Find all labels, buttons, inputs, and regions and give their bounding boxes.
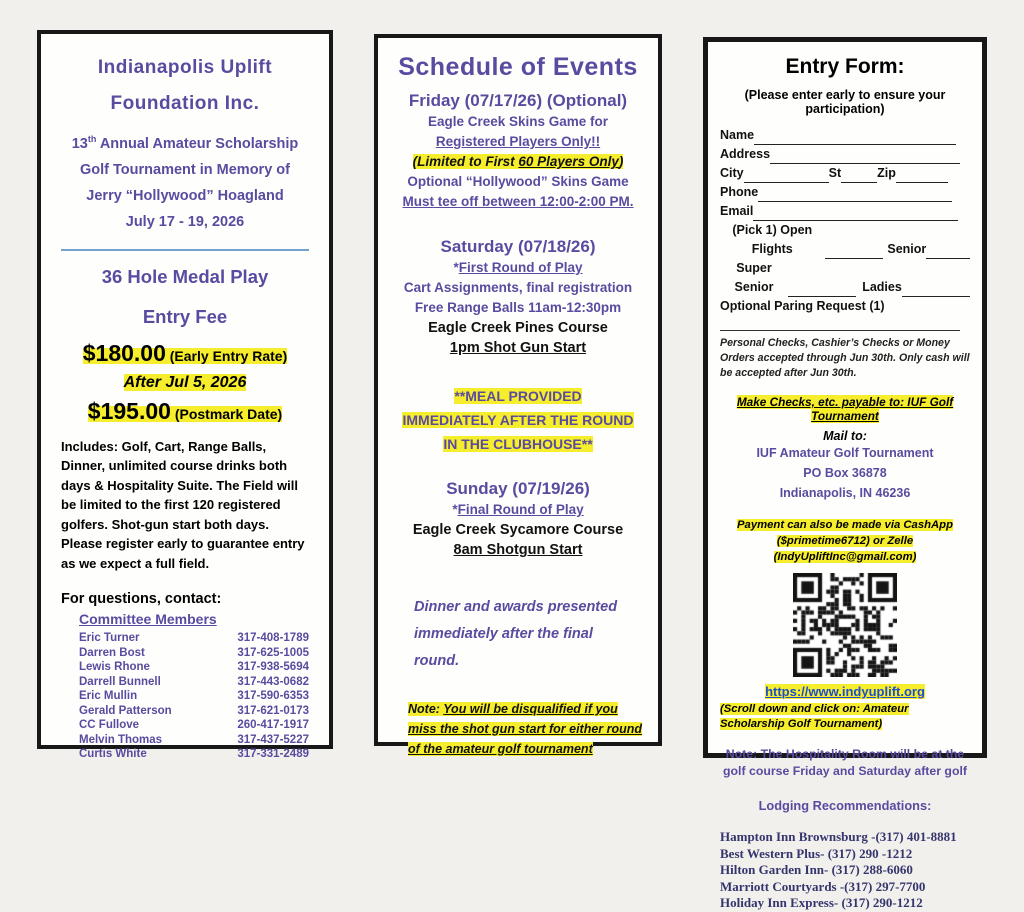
committee-list bbox=[55, 631, 315, 762]
includes-paragraph: Includes: Golf, Cart, Range Balls, Dinner, unlimited course drinks both days & Hospitality Suite. The Field will be limited to the first 120 registered golfers. Shot-gun start both days. Please register early to guarantee entry as we expect a full field. bbox=[61, 438, 305, 571]
early-price: $180.00 bbox=[82, 339, 166, 366]
website-link-line bbox=[720, 684, 970, 699]
make-checks-line bbox=[720, 395, 970, 423]
member-name: Melvin Thomas bbox=[79, 733, 163, 746]
saturday-course: Eagle Creek Pines Course bbox=[428, 320, 608, 336]
committee-member-row bbox=[79, 718, 309, 733]
super-senior-label: Super Senior bbox=[734, 261, 774, 294]
member-phone: 317-625-1005 bbox=[237, 646, 309, 659]
email-blank-line bbox=[753, 208, 958, 221]
city-blank-line bbox=[744, 170, 829, 183]
mail-address-line1: IUF Amateur Golf Tournament bbox=[756, 446, 934, 460]
left-panel-tournament-info bbox=[37, 30, 333, 761]
committee-member-row bbox=[79, 631, 309, 646]
ordinal-suffix: th bbox=[87, 134, 97, 144]
address-label: Address bbox=[720, 147, 771, 161]
entry-form-subtitle: (Please enter early to ensure your participation) bbox=[744, 88, 946, 116]
limited-highlight bbox=[413, 154, 624, 169]
city-st-zip-row bbox=[720, 164, 970, 183]
disqualification-note bbox=[408, 699, 644, 759]
meal-note-text3: IN THE CLUBHOUSE** bbox=[443, 436, 593, 452]
meal-note-text2: IMMEDIATELY AFTER THE ROUND bbox=[402, 412, 634, 428]
address-field-row bbox=[720, 145, 970, 164]
cashapp-zelle-text: Payment can also be made via CashApp ($primetime6712) or Zelle (IndyUpliftInc@gmail.com) bbox=[737, 519, 953, 563]
senior-blank-line bbox=[926, 246, 970, 259]
entry-fee-heading: Entry Fee bbox=[142, 305, 228, 327]
blue-divider bbox=[61, 249, 309, 251]
member-phone: 317-590-6353 bbox=[237, 690, 309, 703]
saturday-start: 1pm Shot Gun Start bbox=[449, 340, 587, 356]
phone-field-row bbox=[720, 183, 970, 202]
member-name: Eric Mullin bbox=[79, 690, 138, 703]
senior-label: Senior bbox=[887, 242, 927, 256]
payment-fine-print: Personal Checks, Cashier’s Checks or Money Orders accepted through Jun 30th. Only cash will be accepted after Jun 30th. bbox=[720, 337, 970, 379]
late-price-line bbox=[55, 398, 315, 427]
hotel-row: Hilton Garden Inn- (317) 288-6060 bbox=[720, 862, 913, 877]
entry-form-fields bbox=[720, 126, 970, 316]
right-panel-entry-form bbox=[703, 37, 987, 910]
ladies-label: Ladies bbox=[862, 280, 902, 294]
member-name: Lewis Rhone bbox=[79, 661, 150, 674]
scroll-instruction-text: (Scroll down and click on: Amateur Scholarship Golf Tournament) bbox=[720, 703, 909, 730]
name-blank-line bbox=[754, 132, 956, 145]
friday-line1: Eagle Creek Skins Game for bbox=[427, 114, 609, 129]
meal-note-line1 bbox=[386, 384, 650, 408]
tournament-title-line3: Jerry “Hollywood” Hoagland bbox=[86, 187, 284, 204]
asterisk: * bbox=[453, 260, 459, 275]
committee-heading: Committee Members bbox=[79, 611, 217, 628]
tournament-date: July 17 - 19, 2026 bbox=[125, 213, 245, 230]
mail-address-line2: PO Box 36878 bbox=[803, 466, 887, 480]
friday-line5: Must tee off between 12:00-2:00 PM. bbox=[402, 194, 634, 209]
hospitality-note: Note: The Hospitality Room will be at the golf course Friday and Saturday after golf bbox=[723, 747, 967, 778]
saturday-line2: Free Range Balls 11am-12:30pm bbox=[414, 300, 622, 315]
lodging-heading: Lodging Recommendations: bbox=[758, 798, 932, 813]
ordinal: 13 bbox=[71, 135, 88, 152]
member-phone: 317-437-5227 bbox=[237, 733, 309, 746]
early-price-line bbox=[55, 340, 315, 369]
committee-member-row bbox=[79, 733, 309, 748]
hotel-row: Best Western Plus- (317) 290 -1212 bbox=[720, 845, 913, 861]
committee-member-row bbox=[79, 646, 309, 661]
saturday-line1: Cart Assignments, final registration bbox=[403, 280, 633, 295]
member-phone: 317-938-5694 bbox=[237, 661, 309, 674]
meal-note bbox=[386, 384, 650, 456]
pairing-label: Optional Paring Request (1) bbox=[720, 299, 885, 313]
org-name-line2: Foundation Inc. bbox=[110, 93, 260, 114]
name-field-row bbox=[720, 126, 970, 145]
tournament-title bbox=[55, 126, 315, 235]
disq-highlight bbox=[408, 702, 642, 756]
zip-blank-line bbox=[896, 170, 948, 183]
member-phone: 317-443-0682 bbox=[237, 675, 309, 688]
sunday-round bbox=[386, 500, 650, 520]
member-name: Eric Turner bbox=[79, 632, 140, 645]
member-name: Darren Bost bbox=[79, 646, 145, 659]
mail-address-line3: Indianapolis, IN 46236 bbox=[779, 486, 911, 500]
sunday-heading: Sunday (07/19/26) bbox=[446, 479, 590, 498]
early-price-highlight bbox=[82, 339, 288, 366]
cashapp-zelle-note bbox=[720, 517, 970, 565]
final-round-label: Final Round of Play bbox=[457, 502, 584, 517]
after-date-line bbox=[55, 371, 315, 395]
scroll-instruction bbox=[720, 702, 970, 732]
email-label: Email bbox=[720, 204, 754, 218]
form-separator-line bbox=[720, 330, 960, 331]
ladies-blank-line bbox=[902, 284, 970, 297]
sunday-start: 8am Shotgun Start bbox=[453, 542, 583, 558]
committee-member-row bbox=[79, 704, 309, 719]
member-name: Curtis White bbox=[79, 748, 147, 761]
first-round-label: First Round of Play bbox=[458, 260, 583, 275]
name-label: Name bbox=[720, 128, 755, 142]
member-name: Gerald Patterson bbox=[79, 704, 172, 717]
hotel-row: Holiday Inn Express- (317) 290-1212 bbox=[720, 895, 923, 910]
meal-note-line3 bbox=[386, 432, 650, 456]
member-phone: 317-331-2489 bbox=[237, 748, 309, 761]
city-label: City bbox=[720, 166, 744, 180]
email-field-row bbox=[720, 202, 970, 221]
asterisk: * bbox=[452, 502, 458, 517]
disq-label: Note: bbox=[408, 702, 444, 716]
member-phone: 317-408-1789 bbox=[237, 632, 309, 645]
late-price-note: (Postmark Date) bbox=[170, 405, 283, 422]
limited-suffix: ) bbox=[618, 154, 624, 169]
hotel-list bbox=[720, 829, 970, 912]
late-price: $195.00 bbox=[87, 397, 171, 424]
pick-open-flights-label: (Pick 1) Open Flights bbox=[732, 223, 813, 256]
phone-blank-line bbox=[758, 189, 952, 202]
phone-label: Phone bbox=[720, 185, 759, 199]
qr-code bbox=[793, 573, 897, 677]
open-flights-blank-line bbox=[825, 246, 884, 259]
st-label: St bbox=[828, 166, 842, 180]
member-name: Darrell Bunnell bbox=[79, 675, 161, 688]
meal-note-line2 bbox=[386, 408, 650, 432]
middle-panel-schedule bbox=[374, 34, 662, 756]
flight-pick-row bbox=[720, 221, 970, 259]
pairing-request-row bbox=[720, 297, 970, 316]
saturday-heading: Saturday (07/18/26) bbox=[440, 237, 596, 256]
member-phone: 260-417-1917 bbox=[237, 719, 309, 732]
medal-play-heading: 36 Hole Medal Play bbox=[101, 265, 269, 287]
tournament-title-line1 bbox=[55, 126, 315, 157]
hotel-row: Hampton Inn Brownsburg -(317) 401-8881 bbox=[720, 829, 957, 844]
super-senior-blank-line bbox=[788, 284, 856, 297]
meal-note-text1: **MEAL PROVIDED bbox=[454, 388, 582, 404]
member-name: CC Fullove bbox=[79, 719, 140, 732]
committee-member-row bbox=[79, 747, 309, 762]
friday-line4: Optional “Hollywood” Skins Game bbox=[407, 174, 629, 189]
entry-form-title: Entry Form: bbox=[785, 55, 905, 78]
early-price-note: (Early Entry Rate) bbox=[165, 347, 288, 364]
make-checks-text: Make Checks, etc. payable to: IUF Golf Tournament bbox=[736, 395, 954, 423]
hotel-row: Marriott Courtyards -(317) 297-7700 bbox=[720, 878, 926, 894]
friday-limited-line bbox=[386, 152, 650, 172]
after-date-text: After Jul 5, 2026 bbox=[123, 373, 247, 391]
website-link[interactable]: https://www.indyuplift.org bbox=[765, 684, 925, 699]
org-name-line1: Indianapolis Uplift bbox=[97, 57, 273, 78]
friday-line2: Registered Players Only!! bbox=[435, 134, 601, 149]
st-blank-line bbox=[841, 170, 877, 183]
friday-heading: Friday (07/17/26) (Optional) bbox=[408, 91, 628, 110]
disq-text: You will be disqualified if you miss the shot gun start for either round of the amateur golf tournament bbox=[408, 702, 643, 756]
dinner-note: Dinner and awards presented immediately after the final round. bbox=[414, 599, 618, 669]
late-price-highlight bbox=[87, 397, 283, 424]
mail-to-label: Mail to: bbox=[823, 429, 867, 443]
title-rest: Annual Amateur Scholarship bbox=[96, 135, 299, 152]
saturday-round bbox=[386, 258, 650, 278]
super-senior-ladies-row bbox=[720, 259, 970, 297]
qr-section bbox=[720, 573, 970, 682]
committee-member-row bbox=[79, 675, 309, 690]
sunday-course: Eagle Creek Sycamore Course bbox=[412, 522, 624, 538]
committee-member-row bbox=[79, 660, 309, 675]
limited-underlined: 60 Players Only bbox=[518, 154, 619, 169]
limited-prefix: (Limited to First bbox=[412, 154, 519, 169]
tournament-title-line2: Golf Tournament in Memory of bbox=[80, 161, 290, 178]
committee-member-row bbox=[79, 689, 309, 704]
member-phone: 317-621-0173 bbox=[237, 704, 309, 717]
address-blank-line bbox=[770, 151, 960, 164]
contact-heading: For questions, contact: bbox=[61, 591, 222, 608]
zip-label: Zip bbox=[877, 166, 896, 180]
schedule-title: Schedule of Events bbox=[398, 53, 638, 81]
